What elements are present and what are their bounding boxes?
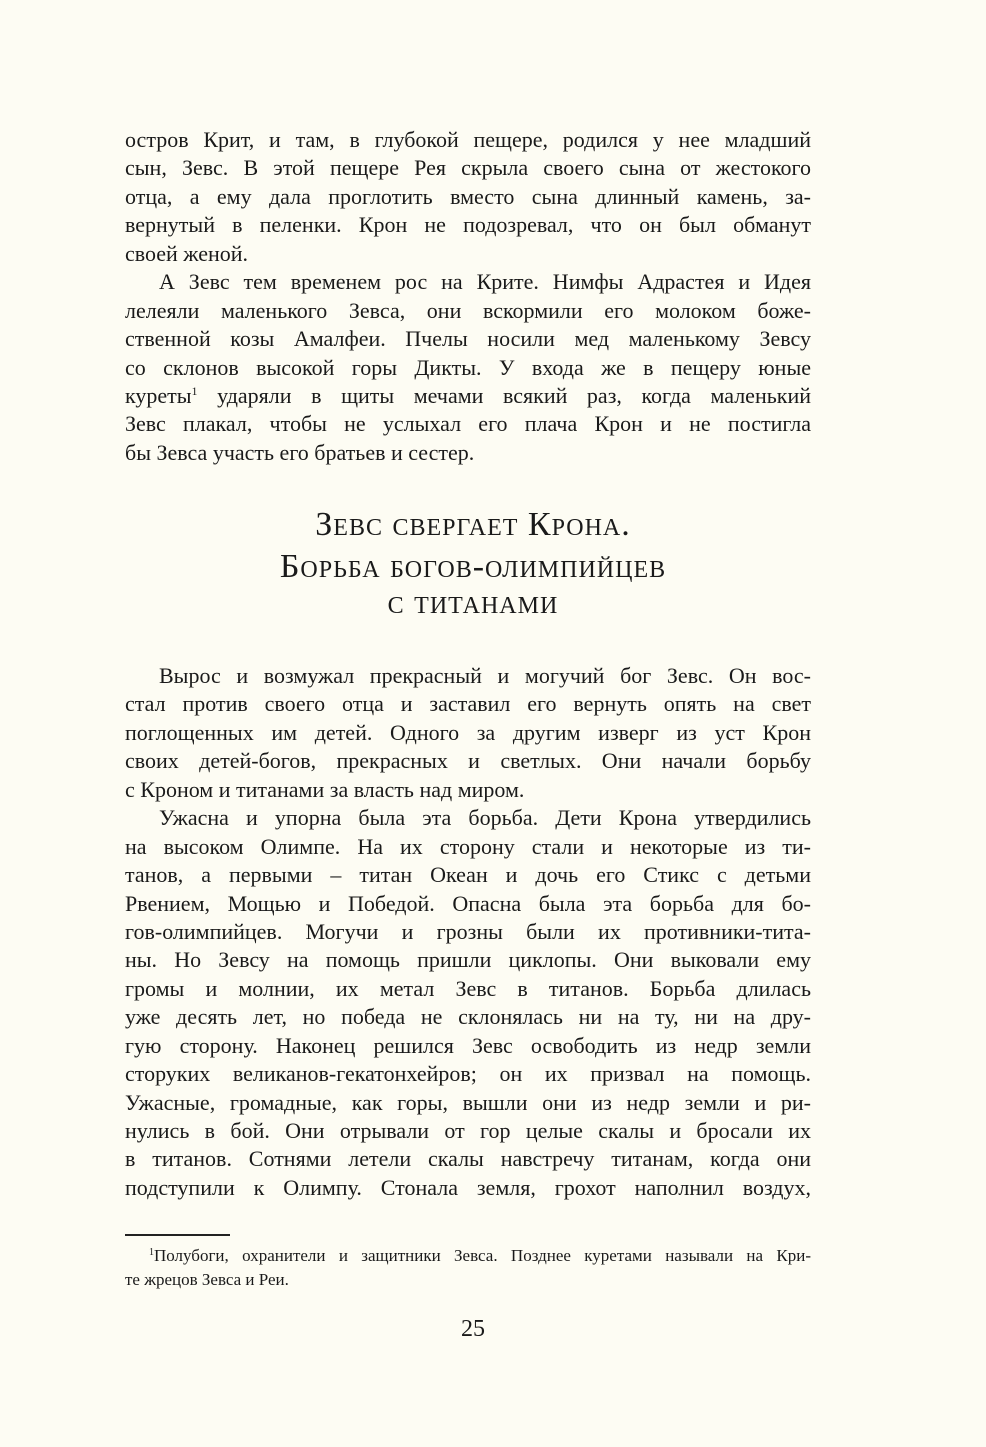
text-line: громы и молнии, их метал Зевс в титанов. Борьба длилась <box>125 975 811 1001</box>
text-line: ственной козы Амалфеи. Пчелы носили мед маленькому Зевсу <box>125 326 811 352</box>
text-line: остров Крит, и там, в глубокой пещере, родился у нее младший <box>125 127 811 152</box>
text-line: сын, Зевс. В этой пещере Рея скрыла своего сына от жестокого <box>125 155 811 181</box>
text-fragment: куреты <box>125 382 192 408</box>
text-line: бы Зевса участь его братьев и сестер. <box>125 439 475 465</box>
heading-line: Борьба богов-олимпийцев <box>279 548 667 585</box>
footnote-mark: 1 <box>149 1247 154 1258</box>
text-line: Ужасные, громадные, как горы, вышли они из недр земли и ри- <box>125 1089 811 1115</box>
text-line: со склонов высокой горы Дикты. У входа же в пещеру юные <box>125 354 811 380</box>
text-line: Вырос и возмужал прекрасный и могучий бог Зевс. Он вос- <box>159 663 811 688</box>
chapter-heading <box>0 504 946 624</box>
text-line: нулись в бой. Они отрывали от гор целые скалы и бросали их <box>125 1118 811 1143</box>
text-line: уже десять лет, но победа не склонялась ни на ту, ни на дру- <box>125 1004 811 1030</box>
text-line: лелеяли маленького Зевса, они вскормили его молоком боже- <box>125 297 811 323</box>
text-line: Рвением, Мощью и Победой. Опасна была эта борьба для бо- <box>125 890 811 916</box>
footnote-divider <box>125 1234 230 1236</box>
chapter-body <box>125 662 811 1202</box>
text-line: гую сторону. Наконец решился Зевс освободить из недр земли <box>125 1032 811 1058</box>
text-line: с Кроном и титанами за власть над миром. <box>125 776 525 802</box>
footnote-line: те жрецов Зевса и Реи. <box>125 1270 289 1289</box>
text-line: на высоком Олимпе. На их сторону стали и некоторые из ти- <box>125 833 811 859</box>
text-line <box>125 382 811 410</box>
text-line: А Зевс тем временем рос на Крите. Нимфы Адрастея и Идея <box>159 269 811 295</box>
text-line: отца, а ему дала проглотить вместо сына длинный камень, за- <box>125 183 811 209</box>
paragraph-continued <box>125 126 811 467</box>
text-line: вернутый в пеленки. Крон не подозревал, что он был обманут <box>125 212 811 238</box>
text-line: Ужасна и упорна была эта борьба. Дети Крона утвердились <box>159 805 811 831</box>
footnote <box>125 1244 811 1292</box>
text-line: в титанов. Сотнями летели скалы навстречу титанам, когда они <box>125 1146 811 1172</box>
footnote-line <box>125 1244 811 1268</box>
footnote-text: Полубоги, охранители и защитники Зевса. Позднее куретами называли на Кри- <box>154 1246 811 1265</box>
text-line: стал против своего отца и заставил его вернуть опять на свет <box>125 691 811 717</box>
text-line: ны. Но Зевсу на помощь пришли циклопы. Они выковали ему <box>125 947 811 973</box>
text-line: Зевс плакал, чтобы не услыхал его плача Крон и не постигла <box>125 411 811 437</box>
text-line: подступили к Олимпу. Стонала земля, грохот наполнил воздух, <box>125 1174 811 1200</box>
text-line: поглощенных им детей. Одного за другим изверг из уст Крон <box>125 719 811 745</box>
text-line: своей женой. <box>125 240 249 266</box>
text-line: танов, а первыми – титан Океан и дочь его Стикс с детьми <box>125 862 811 888</box>
footnote-reference[interactable]: 1 <box>191 383 198 398</box>
page-number: 25 <box>461 1316 485 1342</box>
text-line: своих детей-богов, прекрасных и светлых. Они начали борьбу <box>125 748 811 774</box>
heading-line: с титанами <box>387 584 559 621</box>
text-fragment: ударяли в щиты мечами всякий раз, когда маленький <box>197 382 811 408</box>
text-line: сторуких великанов-гекатонхейров; он их призвал на помощь. <box>125 1061 811 1087</box>
heading-line: Зевс свергает Крона. <box>315 506 631 543</box>
text-line: гов-олимпийцев. Могучи и грозны были их противники-тита- <box>125 918 811 944</box>
